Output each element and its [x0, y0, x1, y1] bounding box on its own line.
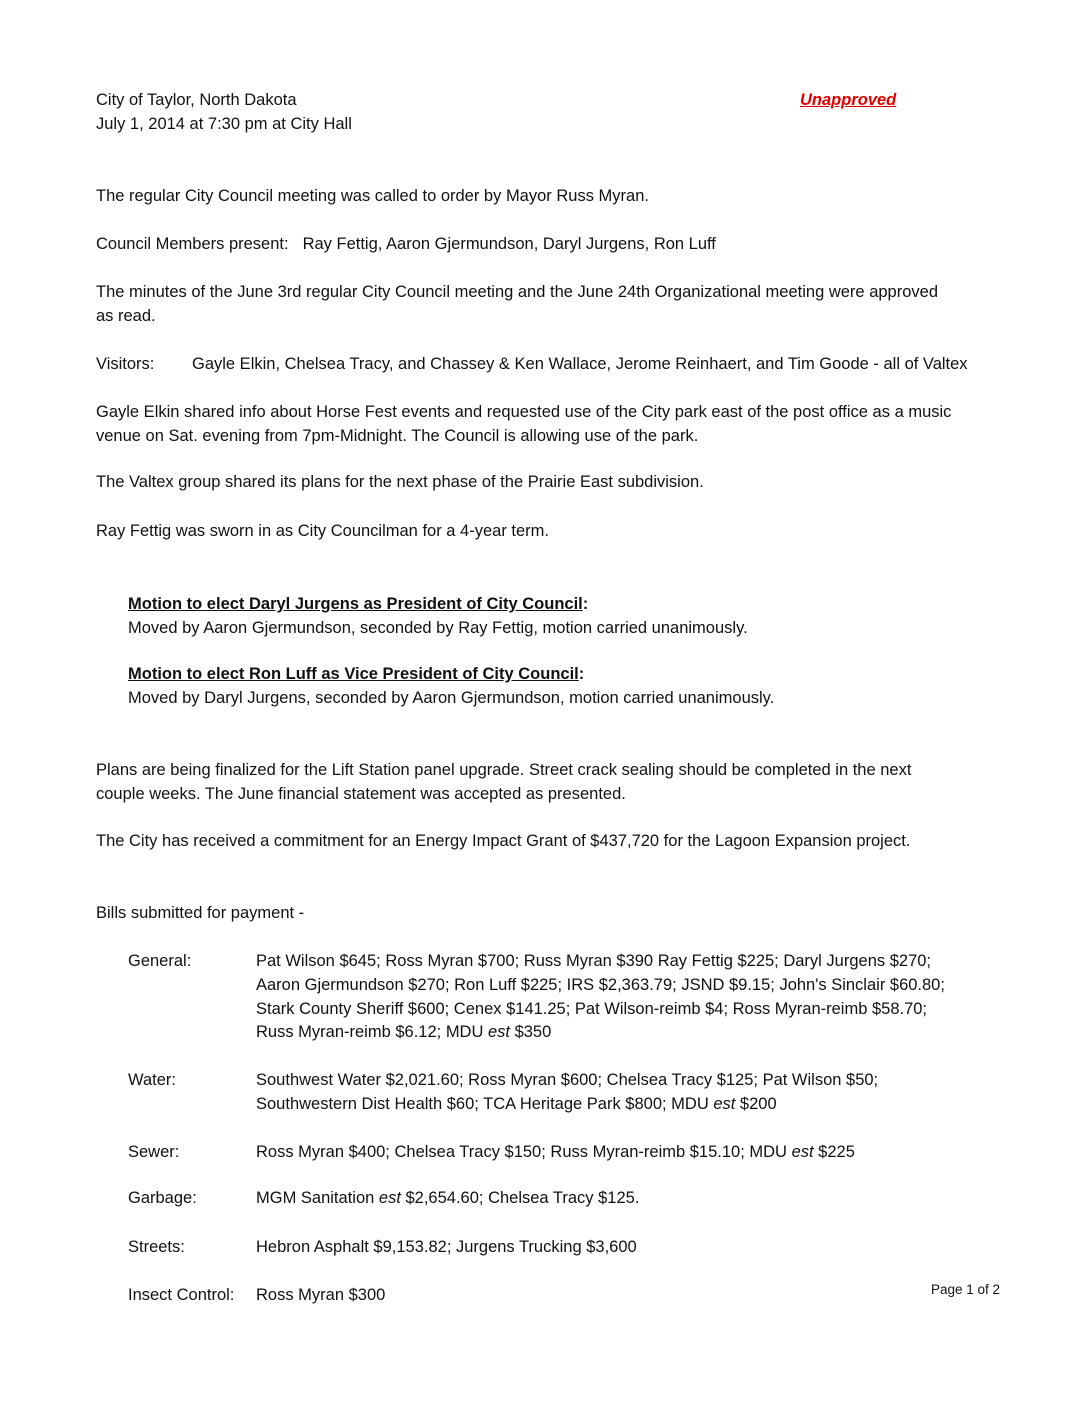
- bills-insect-line: Ross Myran $300: [256, 1286, 386, 1304]
- minutes-line-2: as read.: [96, 307, 156, 325]
- visitors-label: Visitors:: [96, 355, 155, 373]
- water-2-est: est: [713, 1095, 736, 1113]
- bills-streets-line: Hebron Asphalt $9,153.82; Jurgens Trucking $3,600: [256, 1238, 637, 1256]
- minutes-line-1: The minutes of the June 3rd regular City Council meeting and the June 24th Organizational meeting were approved: [96, 283, 938, 301]
- bills-sewer-line: [256, 1140, 855, 1164]
- sewer-est: est: [791, 1143, 814, 1161]
- water-2a: Southwestern Dist Health $60; TCA Heritage Park $800; MDU: [256, 1095, 714, 1113]
- bills-garbage-label: Garbage:: [128, 1189, 197, 1207]
- bills-water-line-2: [256, 1092, 777, 1116]
- motion-1-detail: Moved by Aaron Gjermundson, seconded by Ray Fettig, motion carried unanimously.: [128, 619, 748, 637]
- motion-1-title: Motion to elect Daryl Jurgens as President of City Council:: [128, 595, 589, 613]
- call-to-order: The regular City Council meeting was called to order by Mayor Russ Myran.: [96, 187, 649, 205]
- bills-streets-label: Streets:: [128, 1238, 185, 1256]
- bills-garbage-line: [256, 1186, 639, 1210]
- visitors-list: Gayle Elkin, Chelsea Tracy, and Chassey & Ken Wallace, Jerome Reinhaert, and Tim Goode - all of Valtex: [192, 355, 968, 373]
- members-list: Ray Fettig, Aaron Gjermundson, Daryl Jurgens, Ron Luff: [302, 235, 716, 253]
- visitors-row: [96, 352, 968, 376]
- page-number: Page 1 of 2: [930, 1282, 1000, 1297]
- bills-general-line-4: [256, 1020, 551, 1044]
- bills-sewer-label: Sewer:: [128, 1143, 180, 1161]
- bills-water-label: Water:: [128, 1071, 176, 1089]
- approval-status: Unapproved: [800, 91, 897, 109]
- general-4b: $350: [510, 1023, 552, 1041]
- horsefest-line-1: Gayle Elkin shared info about Horse Fest events and requested use of the City park east of the post office as a music: [96, 403, 952, 421]
- bills-general-line-3: Stark County Sheriff $600; Cenex $141.25; Pat Wilson-reimb $4; Ross Myran-reimb $58.70;: [256, 1000, 928, 1018]
- horsefest-line-2: venue on Sat. evening from 7pm-Midnight. The Council is allowing use of the park.: [96, 427, 699, 445]
- sworn-in: Ray Fettig was sworn in as City Councilman for a 4-year term.: [96, 522, 549, 540]
- garbage-b: $2,654.60; Chelsea Tracy $125.: [400, 1189, 640, 1207]
- plans-line-2: couple weeks. The June financial statement was accepted as presented.: [96, 785, 626, 803]
- sewer-a: Ross Myran $400; Chelsea Tracy $150; Russ Myran-reimb $15.10; MDU: [256, 1143, 792, 1161]
- motion-2-title: Motion to elect Ron Luff as Vice President of City Council:: [128, 665, 585, 683]
- meeting-date: July 1, 2014 at 7:30 pm at City Hall: [96, 115, 352, 133]
- valtex-plans: The Valtex group shared its plans for the next phase of the Prairie East subdivision.: [96, 473, 704, 491]
- council-members: [96, 232, 716, 256]
- general-4-est: est: [487, 1023, 510, 1041]
- motion-2-title-text: Motion to elect Ron Luff as Vice President of City Council: [128, 665, 579, 683]
- bills-general-line-2: Aaron Gjermundson $270; Ron Luff $225; IRS $2,363.79; JSND $9.15; John's Sinclair $60.80;: [256, 976, 945, 994]
- members-label: Council Members present:: [96, 235, 289, 253]
- motion-1-title-text: Motion to elect Daryl Jurgens as President of City Council: [128, 595, 583, 613]
- garbage-a: MGM Sanitation: [256, 1189, 379, 1207]
- city-name: City of Taylor, North Dakota: [96, 91, 297, 109]
- grant-notice: The City has received a commitment for an Energy Impact Grant of $437,720 for the Lagoon Expansion project.: [96, 832, 911, 850]
- garbage-est: est: [378, 1189, 401, 1207]
- sewer-b: $225: [813, 1143, 855, 1161]
- bills-general-line-1: Pat Wilson $645; Ross Myran $700; Russ Myran $390 Ray Fettig $225; Daryl Jurgens $270;: [256, 952, 932, 970]
- plans-line-1: Plans are being finalized for the Lift Station panel upgrade. Street crack sealing should be completed in the next: [96, 761, 912, 779]
- bills-insect-label: Insect Control:: [128, 1286, 235, 1304]
- bills-general-label: General:: [128, 952, 192, 970]
- bills-water-line-1: Southwest Water $2,021.60; Ross Myran $600; Chelsea Tracy $125; Pat Wilson $50;: [256, 1071, 879, 1089]
- bills-intro: Bills submitted for payment -: [96, 904, 305, 922]
- water-2b: $200: [735, 1095, 777, 1113]
- general-4a: Russ Myran-reimb $6.12; MDU: [256, 1023, 488, 1041]
- motion-2-detail: Moved by Daryl Jurgens, seconded by Aaron Gjermundson, motion carried unanimously.: [128, 689, 775, 707]
